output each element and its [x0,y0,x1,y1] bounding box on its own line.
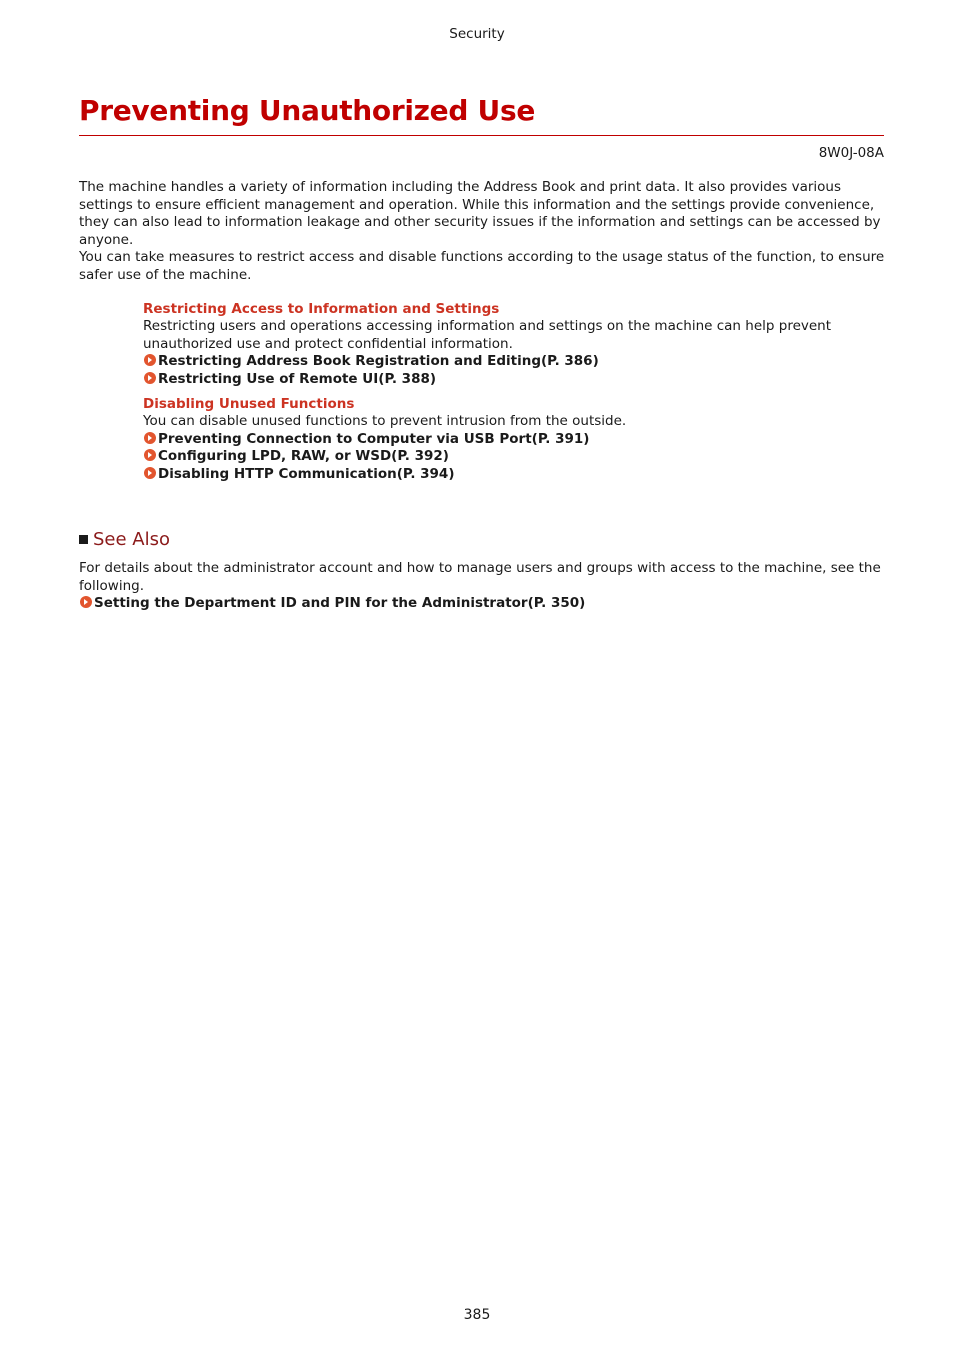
page-title: Preventing Unauthorized Use [79,94,536,127]
chevron-circle-right-icon [144,432,156,444]
link-usb-port[interactable] [143,431,885,448]
link-remote-ui-restriction[interactable] [143,371,885,388]
square-bullet-icon [79,535,88,544]
chevron-circle-right-icon [144,449,156,461]
see-also-heading-text: See Also [93,529,171,550]
topic-description: You can disable unused functions to prevent intrusion from the outside. [143,413,627,430]
see-also-body [79,560,885,613]
chevron-circle-right-icon [144,354,156,366]
chevron-circle-right-icon [144,467,156,479]
intro-paragraph: The machine handles a variety of information including the Address Book and print data. It also provides various settings to ensure efficient management and operation. While this information and the settings provide convenience, they can also lead to information leakage and other security issues if the information and settings can be accessed by anyone. [79,179,881,248]
chevron-circle-right-icon [144,372,156,384]
see-also-heading [79,529,170,550]
intro-section [79,179,885,284]
link-text[interactable]: Setting the Department ID and PIN for the Administrator(P. 350) [94,595,586,611]
chevron-circle-right-icon [80,596,92,608]
link-text[interactable]: Configuring LPD, RAW, or WSD(P. 392) [158,448,449,465]
topic-title: Disabling Unused Functions [143,396,355,413]
link-address-book-restriction[interactable] [143,353,885,370]
topic-title: Restricting Access to Information and Settings [143,301,500,317]
link-http-communication[interactable] [143,466,885,483]
document-code: 8W0J-08A [818,145,884,161]
topic-list [143,301,885,491]
intro-paragraph: You can take measures to restrict access and disable functions according to the usage status of the function, to ensure safer use of the machine. [79,249,885,283]
link-text[interactable]: Preventing Connection to Computer via USB Port(P. 391) [158,430,590,447]
title-divider [79,135,884,136]
topic-disabling-functions [143,396,885,483]
link-department-id-pin[interactable] [79,595,885,613]
link-lpd-raw-wsd[interactable] [143,448,885,465]
topic-description: Restricting users and operations accessing information and settings on the machine can help prevent unauthorized use and protect confidential information. [143,318,832,352]
see-also-text: For details about the administrator account and how to manage users and groups with access to the machine, see the following. [79,560,881,594]
page-number: 385 [463,1307,491,1323]
running-header: Security [449,26,505,42]
topic-restricting-access [143,301,885,388]
link-text[interactable]: Restricting Use of Remote UI(P. 388) [158,370,437,387]
link-text[interactable]: Restricting Address Book Registration and Editing(P. 386) [158,353,599,370]
link-text[interactable]: Disabling HTTP Communication(P. 394) [158,465,455,482]
